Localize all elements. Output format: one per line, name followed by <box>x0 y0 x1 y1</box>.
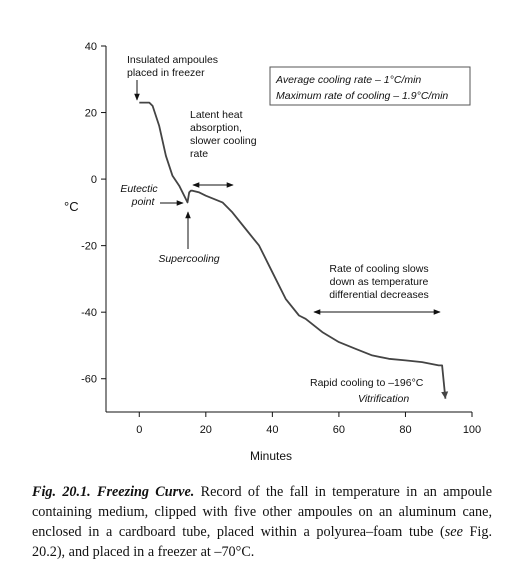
caption-see: see <box>444 524 463 540</box>
annotation-insulated <box>127 54 218 100</box>
annotation-eutectic-line-1: Eutectic <box>120 183 158 195</box>
y-ticks <box>81 41 106 386</box>
annotation-vitrification: Vitrification <box>358 393 410 405</box>
series-layer <box>139 103 448 399</box>
legend-line-maximum: Maximum rate of cooling – 1.9°C/min <box>276 90 449 102</box>
annotation-latent-line-1: Latent heat <box>190 109 243 121</box>
figure-caption <box>32 482 492 562</box>
legend-line-average: Average cooling rate – 1°C/min <box>276 74 422 86</box>
y-tick-label: 0 <box>90 174 97 187</box>
annotation-rate-line-3: differential decreases <box>329 289 429 301</box>
x-tick-label: 20 <box>199 424 212 436</box>
annotation-eutectic-line-2: point <box>131 196 155 208</box>
annotation-insulated-line-1: Insulated ampoules <box>127 54 219 66</box>
x-tick-label: 80 <box>399 424 412 436</box>
y-tick-label: 20 <box>84 107 97 120</box>
annotation-rate-slows <box>314 263 440 312</box>
x-axis-label: Minutes <box>249 449 293 463</box>
caption-lead: Fig. 20.1. Freezing Curve. <box>32 484 195 500</box>
legend-box <box>270 67 470 105</box>
annotation-rapid-cooling: Rapid cooling to –196°C <box>310 377 424 389</box>
annotation-eutectic <box>120 183 183 208</box>
y-tick-label: -40 <box>81 307 97 320</box>
annotation-latent-heat <box>190 109 257 185</box>
x-tick-label: 60 <box>332 424 346 436</box>
annotation-latent-line-4: rate <box>190 148 209 160</box>
x-ticks <box>136 412 481 436</box>
caption-text-2: Fig. 20.2), and placed in a freezer at –70°C. <box>32 524 492 560</box>
caption-text-1: Record of the fall in temperature in an ampoule containing medium, clipped with five other ampoules on an aluminum cane, enclosed in a cardboard tube, placed within a polyurea–foam tube ( <box>32 484 492 540</box>
y-axis-label: °C <box>64 199 79 214</box>
x-tick-label: 100 <box>462 424 482 436</box>
x-tick-label: 0 <box>136 424 143 436</box>
annotation-supercooling-label: Supercooling <box>158 253 220 265</box>
annotation-latent-line-3: slower cooling <box>190 135 257 147</box>
annotation-rate-line-1: Rate of cooling slows <box>329 263 429 275</box>
y-tick-label: -60 <box>81 373 97 386</box>
series-line-0 <box>139 103 445 399</box>
annotation-latent-line-2: absorption, <box>190 122 242 134</box>
y-tick-label: 40 <box>84 41 97 53</box>
annotation-rate-line-2: down as temperature <box>329 276 429 288</box>
x-tick-label: 40 <box>266 424 279 436</box>
annotation-supercooling <box>158 212 219 265</box>
y-tick-label: -20 <box>81 240 97 253</box>
annotation-insulated-line-2: placed in freezer <box>127 67 205 79</box>
